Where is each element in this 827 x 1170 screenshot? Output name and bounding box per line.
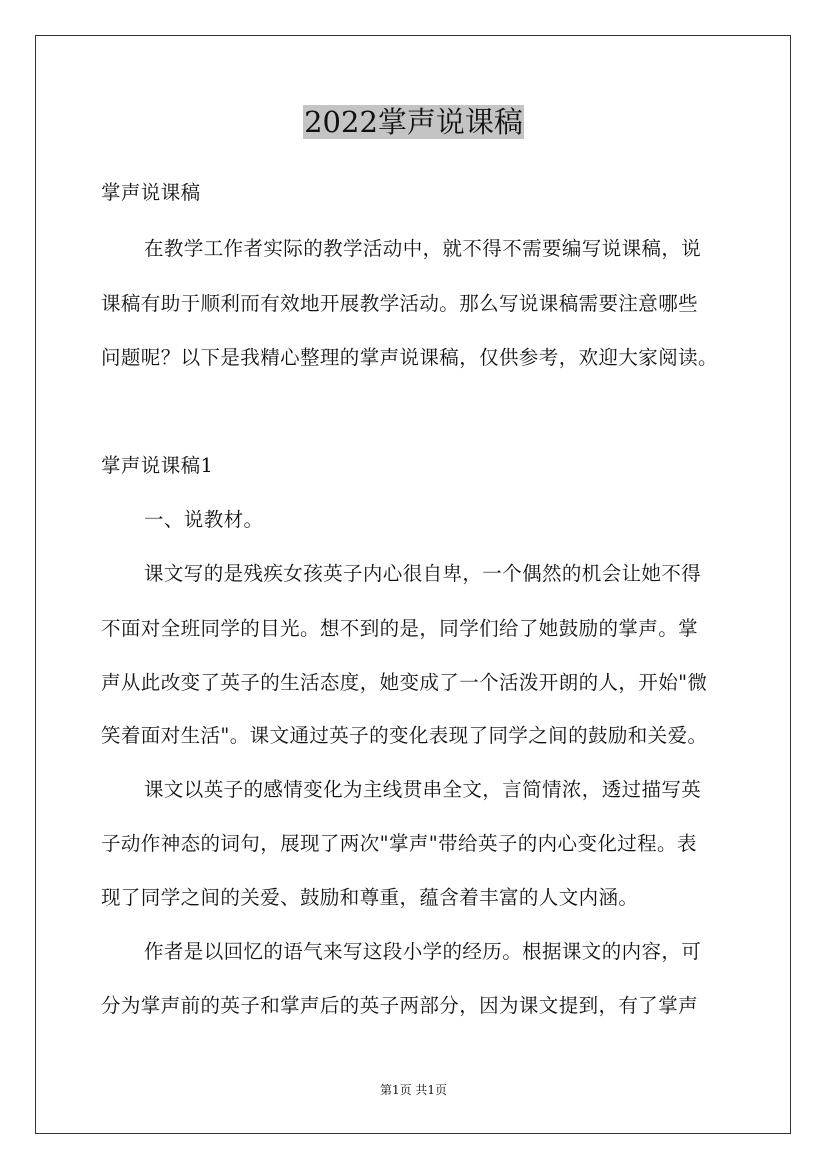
intro-line-1: 在教学工作者实际的教学活动中，就不得不需要编写说课稿，说 [144,237,702,260]
paragraph2-line-1: 课文以英子的感情变化为主线贯串全文，言简情浓，透过描写英 [144,778,702,801]
paragraph2-line-3: 现了同学之间的关爱、鼓励和尊重，蕴含着丰富的人文内涵。 [101,886,639,909]
subsection-heading: 一、说教材。 [144,508,264,531]
page-number-footer: 第1页 共1页 [379,1083,448,1097]
intro-line-2: 课稿有助于顺利而有效地开展教学活动。那么写说课稿需要注意哪些 [101,292,699,315]
document-heading: 掌声说课稿 [101,181,201,204]
intro-line-3: 问题呢？以下是我精心整理的掌声说课稿，仅供参考，欢迎大家阅读。 [101,346,718,369]
paragraph3-line-2: 分为掌声前的英子和掌声后的英子两部分，因为课文提到，有了掌声 [101,994,699,1017]
paragraph1-line-1: 课文写的是残疾女孩英子内心很自卑，一个偶然的机会让她不得 [144,562,702,585]
paragraph1-line-3: 声从此改变了英子的生活态度，她变成了一个活泼开朗的人，开始"微 [101,671,708,694]
paragraph1-line-2: 不面对全班同学的目光。想不到的是，同学们给了她鼓励的掌声。掌 [101,617,699,640]
paragraph2-line-2: 子动作神态的词句，展现了两次"掌声"带给英子的内心变化过程。表 [101,832,697,855]
document-title-text: 2022掌声说课稿 [304,105,523,139]
document-title [0,103,827,141]
section-heading: 掌声说课稿1 [101,454,214,477]
paragraph3-line-1: 作者是以回忆的语气来写这段小学的经历。根据课文的内容，可 [144,940,702,963]
paragraph1-line-4: 笑着面对生活"。课文通过英子的变化表现了同学之间的鼓励和关爱。 [101,724,708,747]
